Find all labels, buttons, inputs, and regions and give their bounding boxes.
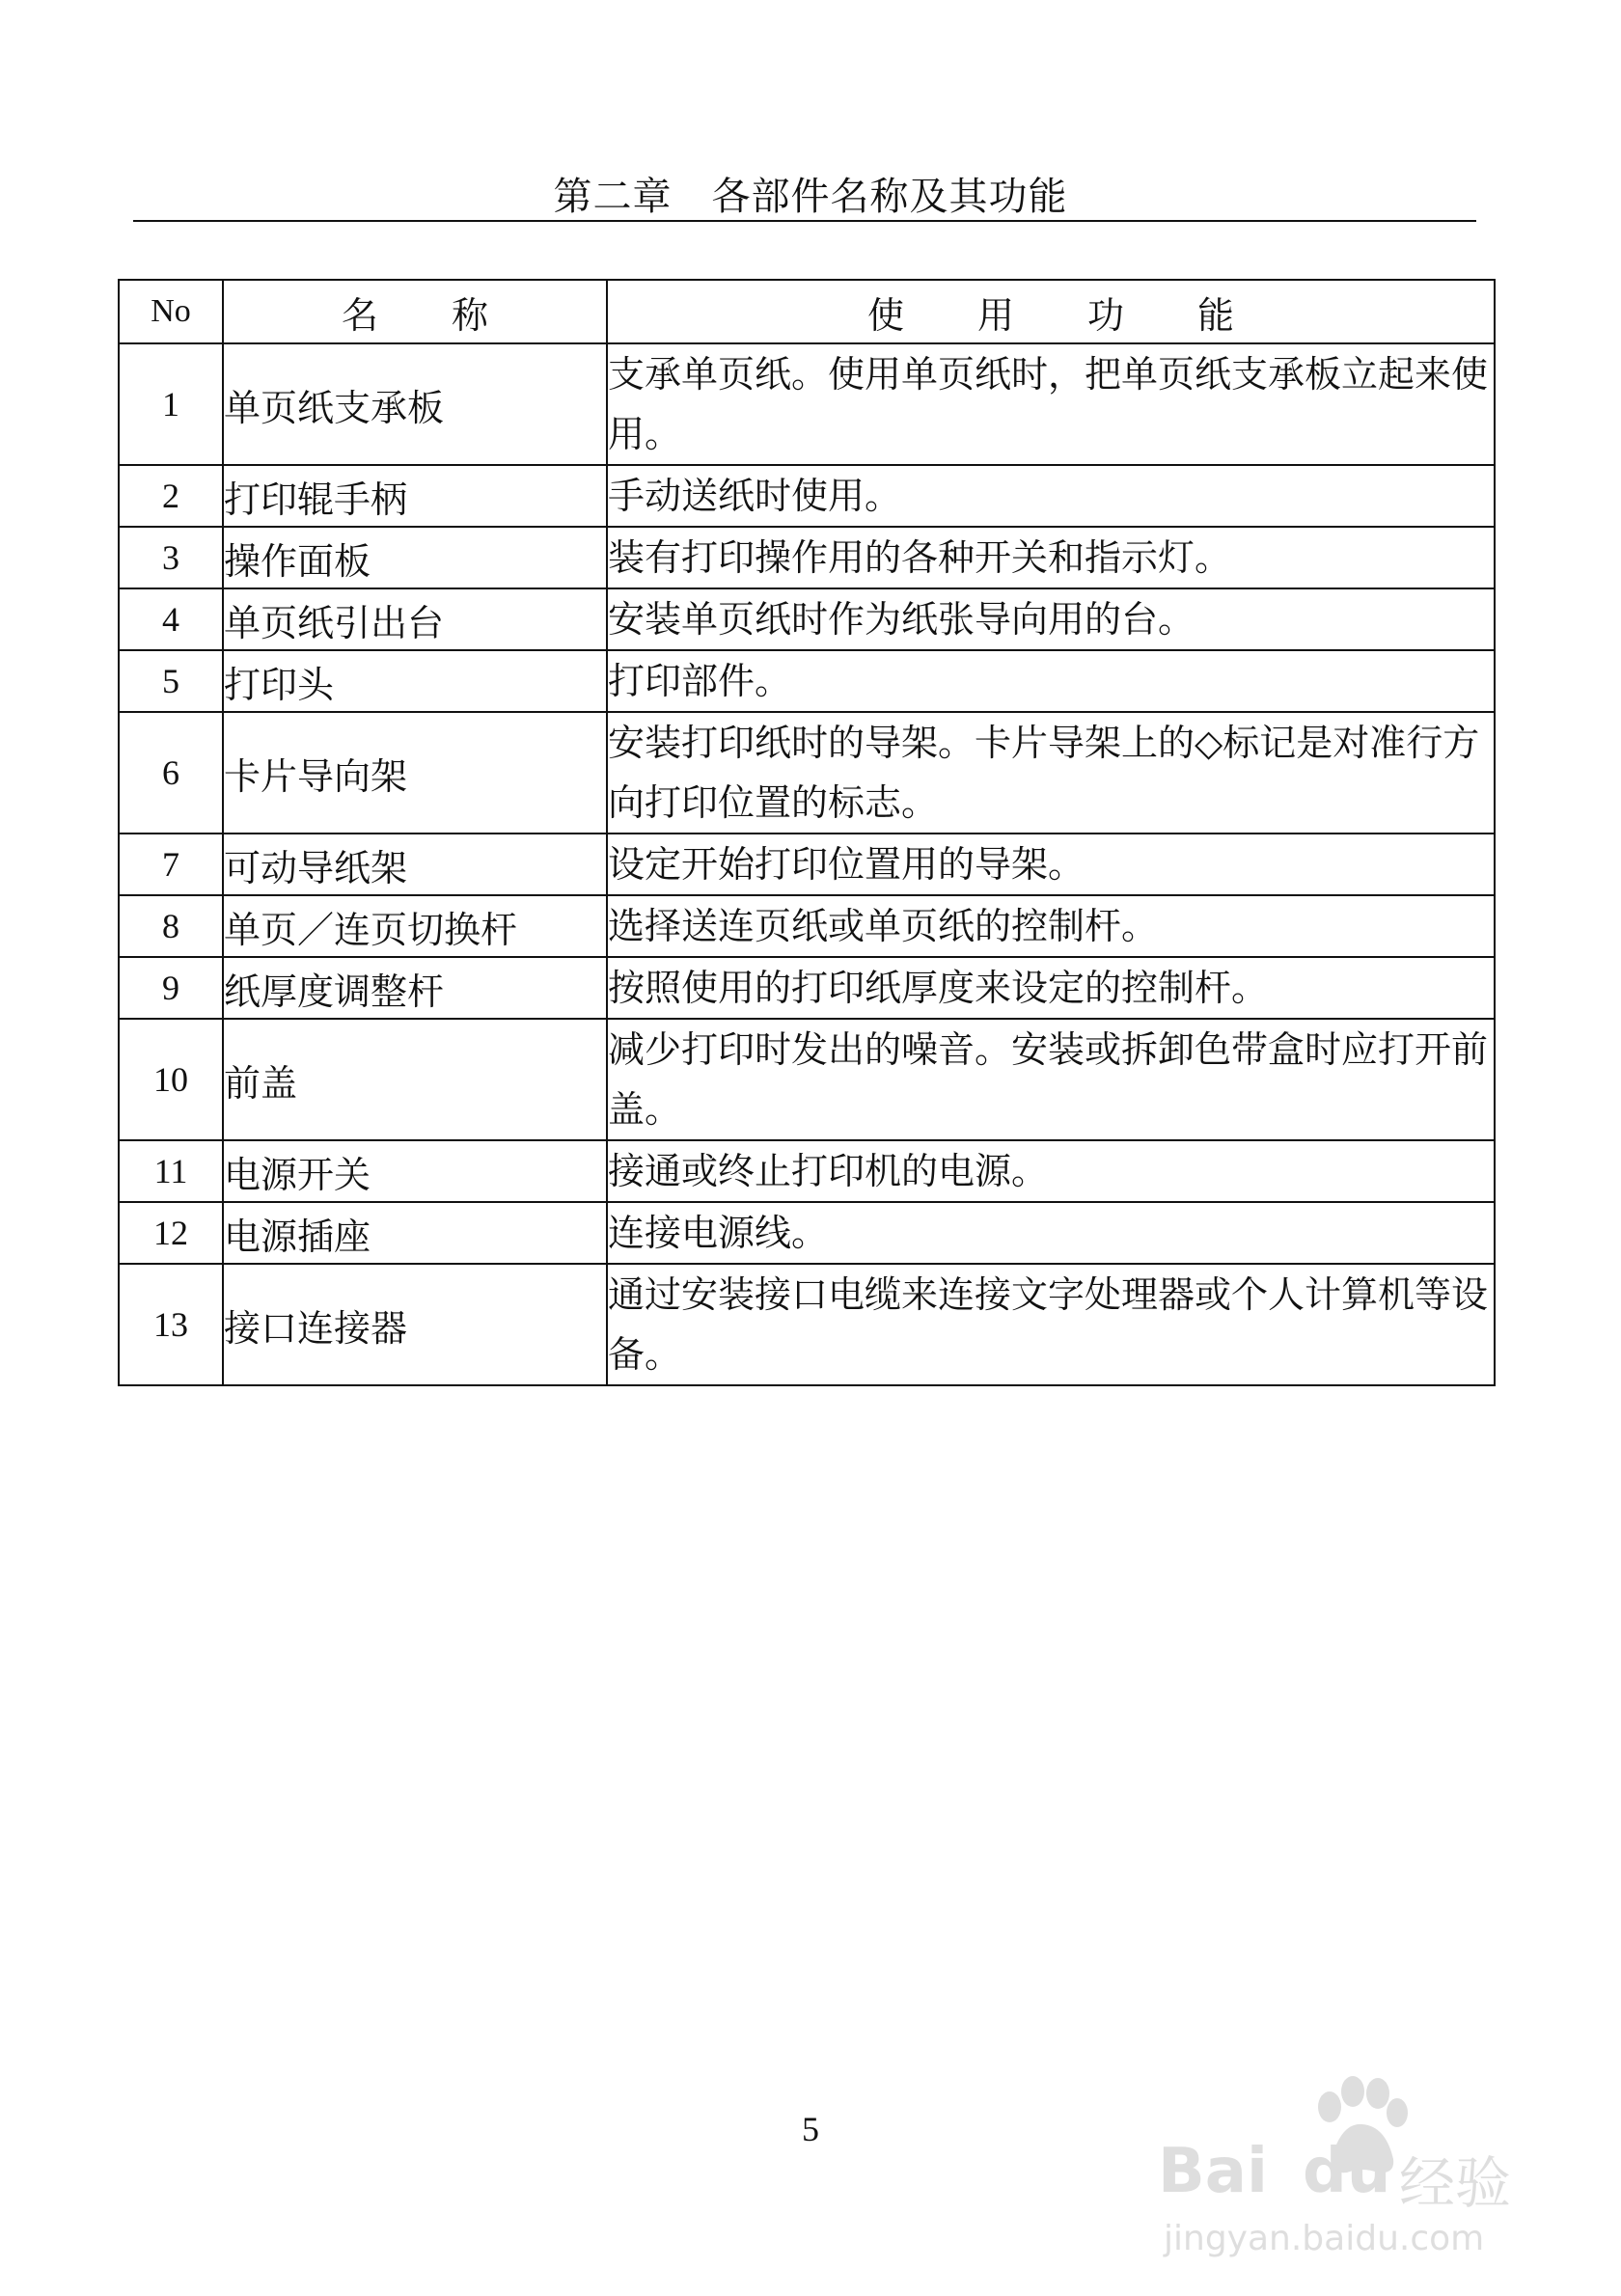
watermark-brand: Bai [1158, 2136, 1268, 2207]
part-name: 单页纸支承板 [223, 343, 607, 465]
table-row [119, 650, 1495, 712]
table-row [119, 343, 1495, 465]
part-function: 通过安装接口电缆来连接文字处理器或个人计算机等设备。 [607, 1264, 1495, 1385]
part-function: 减少打印时发出的噪音。安装或拆卸色带盒时应打开前盖。 [607, 1019, 1495, 1140]
part-name: 打印头 [223, 650, 607, 712]
watermark-url: jingyan.baidu.com [1164, 2219, 1485, 2258]
watermark-brand-du: du [1303, 2136, 1391, 2207]
part-name: 操作面板 [223, 527, 607, 588]
part-name: 打印辊手柄 [223, 465, 607, 527]
row-number: 4 [119, 588, 223, 650]
table-row [119, 527, 1495, 588]
table-row [119, 465, 1495, 527]
table-row [119, 1202, 1495, 1264]
table-row [119, 588, 1495, 650]
part-function: 按照使用的打印纸厚度来设定的控制杆。 [607, 957, 1495, 1019]
table-row [119, 1019, 1495, 1140]
table-header-row [119, 280, 1495, 343]
row-number: 13 [119, 1264, 223, 1385]
row-number: 2 [119, 465, 223, 527]
part-function: 接通或终止打印机的电源。 [607, 1140, 1495, 1202]
part-name: 前盖 [223, 1019, 607, 1140]
part-name: 单页纸引出台 [223, 588, 607, 650]
part-name: 卡片导向架 [223, 712, 607, 834]
part-function: 选择送连页纸或单页纸的控制杆。 [607, 895, 1495, 957]
part-function: 手动送纸时使用。 [607, 465, 1495, 527]
parts-table [118, 279, 1496, 1386]
row-number: 3 [119, 527, 223, 588]
row-number: 5 [119, 650, 223, 712]
row-number: 9 [119, 957, 223, 1019]
part-function: 安装单页纸时作为纸张导向用的台。 [607, 588, 1495, 650]
row-number: 12 [119, 1202, 223, 1264]
table-row [119, 957, 1495, 1019]
part-name: 可动导纸架 [223, 834, 607, 895]
row-number: 7 [119, 834, 223, 895]
row-number: 1 [119, 343, 223, 465]
chapter-title: 第二章 各部件名称及其功能 [553, 175, 1068, 219]
row-number: 8 [119, 895, 223, 957]
page-number: 5 [802, 2110, 819, 2148]
part-function: 设定开始打印位置用的导架。 [607, 834, 1495, 895]
column-header-name: 名 称 [223, 280, 607, 343]
part-name: 电源插座 [223, 1202, 607, 1264]
row-number: 6 [119, 712, 223, 834]
baidu-jingyan-watermark [1158, 2074, 1563, 2267]
column-header-function: 使 用 功 能 [607, 280, 1495, 343]
part-name: 单页／连页切换杆 [223, 895, 607, 957]
part-function: 支承单页纸。使用单页纸时，把单页纸支承板立起来使用。 [607, 343, 1495, 465]
row-number: 10 [119, 1019, 223, 1140]
header-rule [133, 220, 1476, 222]
part-name: 纸厚度调整杆 [223, 957, 607, 1019]
part-function: 安装打印纸时的导架。卡片导架上的◇标记是对准行方向打印位置的标志。 [607, 712, 1495, 834]
table-row [119, 834, 1495, 895]
table-row [119, 1264, 1495, 1385]
row-number: 11 [119, 1140, 223, 1202]
part-name: 接口连接器 [223, 1264, 607, 1385]
table-row [119, 712, 1495, 834]
column-header-no: No [119, 280, 223, 343]
table-row [119, 1140, 1495, 1202]
table-row [119, 895, 1495, 957]
part-function: 装有打印操作用的各种开关和指示灯。 [607, 527, 1495, 588]
watermark-brand-cn: 经验 [1399, 2150, 1512, 2216]
part-function: 打印部件。 [607, 650, 1495, 712]
part-name: 电源开关 [223, 1140, 607, 1202]
part-function: 连接电源线。 [607, 1202, 1495, 1264]
